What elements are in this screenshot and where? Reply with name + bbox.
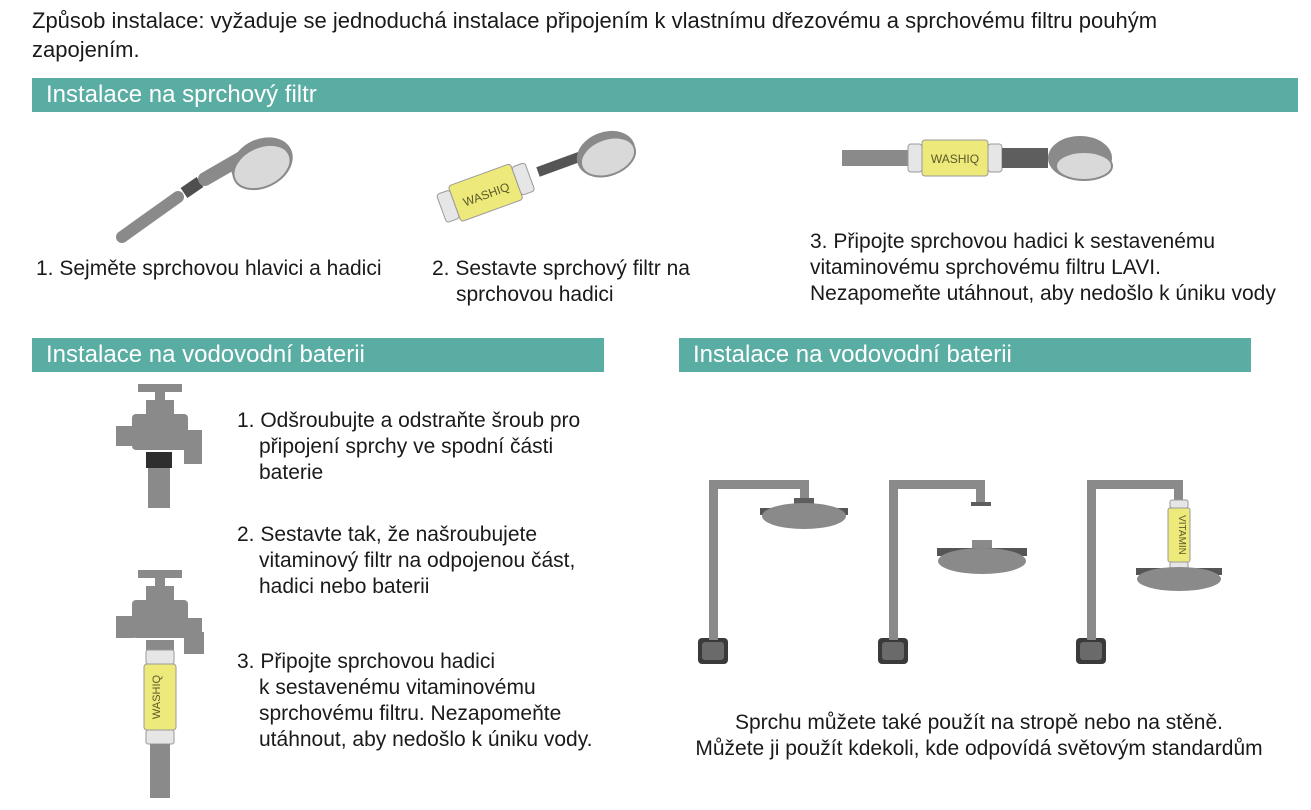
wall-mount-shower-a bbox=[698, 480, 848, 664]
mount-caption bbox=[679, 710, 1279, 762]
faucet-with-filter-illustration bbox=[108, 564, 212, 800]
assembled-shower-filter-illustration bbox=[840, 130, 1120, 190]
filter-on-hose-illustration bbox=[430, 120, 660, 225]
faucet-step-1-line: připojení sprchy ve spodní části bbox=[259, 435, 554, 458]
wall-mount-shower-illustrations bbox=[690, 470, 1250, 675]
faucet-step-2-text bbox=[237, 522, 575, 600]
shower-step-1-text bbox=[36, 256, 382, 282]
shower-step-2-text bbox=[432, 256, 690, 308]
faucet-step-1-line: 1. Odšroubujte a odstraňte šroub pro bbox=[237, 409, 581, 432]
shower-step-3-line: vitaminovému sprchovému filtru LAVI. bbox=[810, 256, 1161, 279]
shower-filter-section-title: Instalace na sprchový filtr bbox=[46, 81, 317, 108]
faucet-step-1-line: baterie bbox=[259, 461, 324, 484]
filter-brand-label: VITAMIN bbox=[1176, 515, 1187, 555]
wall-mount-shower-c bbox=[1076, 480, 1222, 664]
faucet-illustration bbox=[110, 378, 210, 512]
shower-head-detached-illustration bbox=[110, 125, 310, 250]
faucet-section-header bbox=[32, 338, 604, 372]
faucet-step-1-text bbox=[237, 408, 580, 486]
mount-section-header bbox=[679, 338, 1251, 372]
wall-mount-shower-b bbox=[878, 480, 1027, 664]
filter-brand-label: WASHIQ bbox=[151, 674, 163, 720]
faucet-step-2-line: vitaminový filtr na odpojenou část, bbox=[259, 549, 576, 572]
intro-text bbox=[32, 6, 1272, 64]
faucet-step-2-line: hadici nebo baterii bbox=[259, 575, 430, 598]
shower-step-2-line: sprchovou hadici bbox=[456, 283, 614, 306]
mount-section-title: Instalace na vodovodní baterii bbox=[693, 341, 1012, 368]
intro-line-2: zapojením. bbox=[32, 37, 140, 62]
faucet-step-2-line: 2. Sestavte tak, že našroubujete bbox=[237, 523, 538, 546]
faucet-step-3-line: utáhnout, aby nedošlo k úniku vody. bbox=[259, 728, 593, 751]
faucet-step-3-text bbox=[237, 649, 593, 753]
shower-step-1-line: 1. Sejměte sprchovou hlavici a hadici bbox=[36, 257, 382, 280]
intro-line-1: Způsob instalace: vyžaduje se jednoduchá instalace připojením k vlastnímu dřezovému a sprchovému filtru pouhým bbox=[32, 8, 1158, 33]
faucet-section-title: Instalace na vodovodní baterii bbox=[46, 341, 365, 368]
mount-caption-line: Můžete ji použít kdekoli, kde odpovídá světovým standardům bbox=[695, 737, 1263, 760]
mount-caption-line: Sprchu můžete také použít na stropě nebo na stěně. bbox=[735, 711, 1223, 734]
shower-step-2-line: 2. Sestavte sprchový filtr na bbox=[432, 257, 690, 280]
filter-brand-label: WASHIQ bbox=[930, 152, 980, 166]
shower-step-3-text bbox=[810, 229, 1276, 307]
faucet-step-3-line: sprchovému filtru. Nezapomeňte bbox=[259, 702, 562, 725]
shower-step-3-line: Nezapomeňte utáhnout, aby nedošlo k úniku vody bbox=[810, 282, 1276, 305]
faucet-step-3-line: k sestavenému vitaminovému bbox=[259, 676, 536, 699]
faucet-step-3-line: 3. Připojte sprchovou hadici bbox=[237, 650, 495, 673]
shower-step-3-line: 3. Připojte sprchovou hadici k sestavenému bbox=[810, 230, 1216, 253]
shower-filter-section-header bbox=[32, 78, 1298, 112]
filter-brand-label: WASHIQ bbox=[461, 179, 512, 210]
